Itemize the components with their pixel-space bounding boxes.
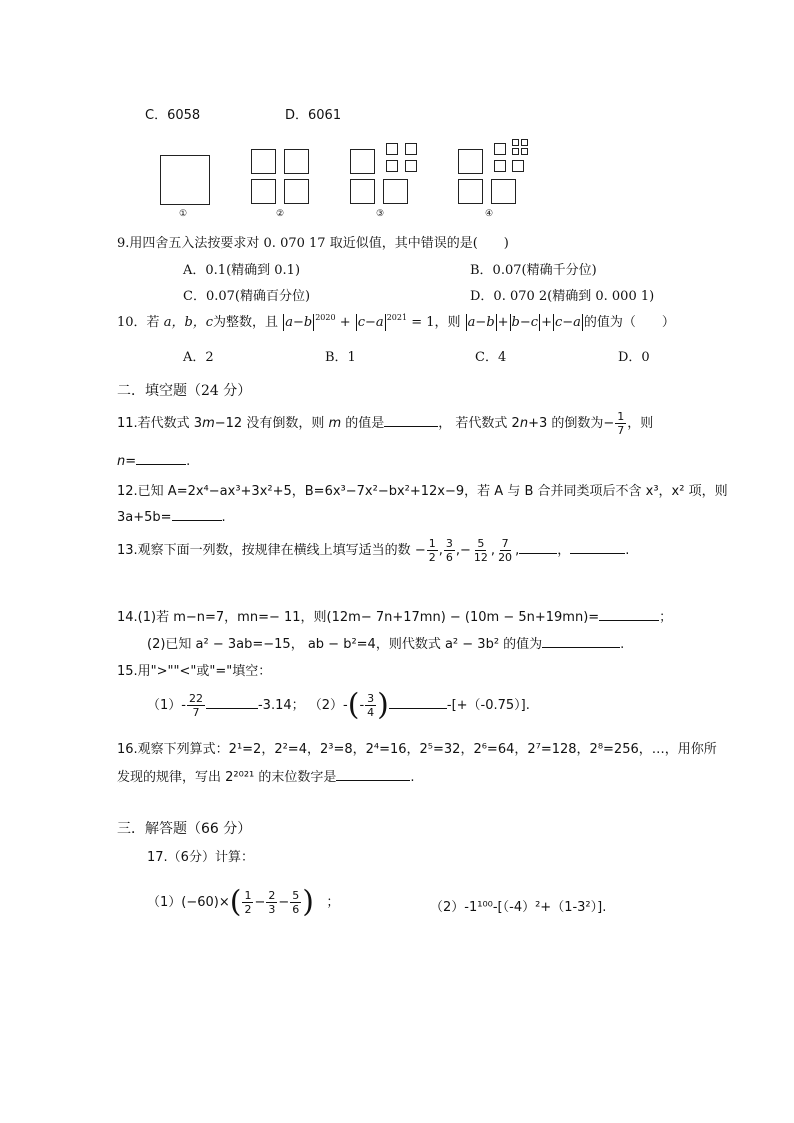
figure-3-small-square — [405, 160, 417, 172]
figure-4-tiny-square — [512, 139, 519, 146]
figure-label: ① — [179, 209, 188, 219]
figure-4-tiny-square — [512, 148, 519, 155]
q17-part-2: （2）-1¹⁰⁰-[（-4）²+（1-3²）]. — [430, 900, 607, 915]
q10-option-a: A．2 — [183, 350, 214, 365]
figure-2-square — [284, 179, 309, 204]
q13-line: 13.观察下面一列数，按规律在横线上填写适当的数 − $\frac{1}{2}$ , $\frac{3}{6}$ ,− $\frac{5}{12}$ , $\frac{7}{20}$ , ， . — [117, 537, 630, 564]
q12-line-2: 3a+5b= . — [117, 510, 226, 525]
figure-4-small-square — [494, 143, 506, 155]
q8-option-c: C．6058 — [145, 108, 201, 123]
figure-label: ③ — [376, 209, 385, 219]
q15-parts: （1）- $\frac{22}{7}$ -3.14； （2）-(- $\frac{3}{4}$ ) -[+（-0.75）]. — [147, 687, 530, 723]
q9-stem: 9.用四舍五入法按要求对 0. 070 17 取近似值，其中错误的是( ) — [117, 236, 509, 251]
figure-4-small-square — [494, 160, 506, 172]
figure-4-tiny-square — [521, 139, 528, 146]
figure-4-tiny-square — [521, 148, 528, 155]
section-2-heading: 二．填空题（24 分） — [117, 383, 252, 399]
figure-3-square — [350, 149, 375, 174]
q9-option-a: A．0.1(精确到 0.1) — [183, 263, 301, 278]
q15-stem: 15.用">""<"或"="填空： — [117, 664, 272, 679]
q9-option-b: B．0.07(精确千分位) — [470, 263, 597, 278]
q16-line-2: 发现的规律，写出 2²⁰²¹ 的末位数字是 . — [117, 770, 415, 785]
figure-4-square — [491, 179, 516, 204]
figure-4-square — [458, 179, 483, 204]
q14-line-1: 14.(1)若 m−n=7，mn=− 11，则(12m− 7n+17mn) − (10m − 5n+19mn)= ； — [117, 610, 673, 625]
section-3-heading: 三．解答题（66 分） — [117, 821, 252, 837]
q11-line-1: 11.若代数式 3m−12 没有倒数，则 m 的值是 ， 若代数式 2n+3 的倒数为− $\frac{1}{7}$ ，则 — [117, 410, 654, 437]
q8-option-d: D．6061 — [285, 108, 342, 123]
figure-label: ④ — [485, 209, 494, 219]
q17-part-1: （1）(−60)×( $\frac{1}{2}$ − $\frac{2}{3}$ − $\frac{5}{6}$ ) ； — [147, 884, 340, 920]
figure-2-square — [251, 179, 276, 204]
figure-4-square — [458, 149, 483, 174]
q17-stem: 17.（6分）计算： — [147, 850, 254, 865]
figure-3-small-square — [405, 143, 417, 155]
figure-1-square — [160, 155, 210, 205]
figure-2-square — [251, 149, 276, 174]
q10-option-b: B．1 — [325, 350, 356, 365]
q9-option-c: C．0.07(精确百分位) — [183, 289, 311, 304]
figure-3-square — [350, 179, 375, 204]
figure-4-small-square — [512, 160, 524, 172]
q10-stem: 10．若 a，b，c为整数，且 a−b $^{2020}$ + c−a $^{2021}$ = 1，则 a−b + b−c + c−a 的值为（ ） — [117, 313, 675, 330]
figure-3-small-square — [386, 160, 398, 172]
q10-option-c: C．4 — [475, 350, 507, 365]
figure-3-small-square — [386, 143, 398, 155]
q9-option-d: D．0. 070 2(精确到 0. 000 1) — [470, 289, 655, 304]
q10-option-d: D．0 — [618, 350, 650, 365]
figure-2-square — [284, 149, 309, 174]
figure-3-square — [383, 179, 408, 204]
figure-label: ② — [276, 209, 285, 219]
q16-line-1: 16.观察下列算式：2¹=2，2²=4，2³=8，2⁴=16，2⁵=32，2⁶=64，2⁷=128，2⁸=256，…，用你所 — [117, 742, 717, 757]
q12-line-1: 12.已知 A=2x⁴−ax³+3x²+5，B=6x³−7x²−bx²+12x−9，若 A 与 B 合并同类项后不含 x³，x² 项，则 — [117, 484, 728, 499]
q11-line-2: n= . — [117, 454, 191, 469]
q14-line-2: (2)已知 a² − 3ab=−15， ab − b²=4，则代数式 a² − 3b² 的值为 . — [147, 637, 625, 652]
